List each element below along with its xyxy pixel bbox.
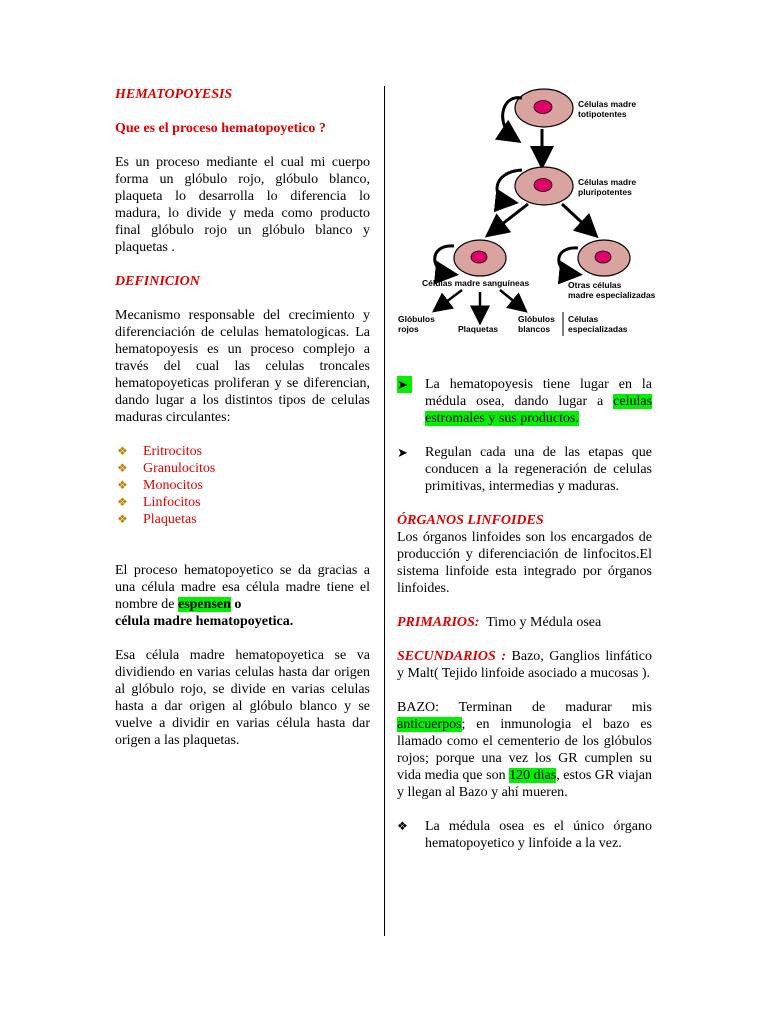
arrow-bullet-icon: ➤ <box>397 445 408 460</box>
highlight-celulas: celulas estromales y sus productos. <box>425 394 653 426</box>
svg-text:rojos: rojos <box>398 324 419 334</box>
left-column <box>115 86 370 749</box>
highlight-120-dias: 120 dias <box>509 768 557 783</box>
down-arrow-icon <box>562 204 592 232</box>
list-item: ❖ Eritrocitos <box>117 444 203 459</box>
question-heading: Que es el proceso hematopoyetico ? <box>115 121 326 136</box>
intro-paragraph: Es un proceso mediante el cual mi cuerpo forma un glóbulo rojo, glóbulo blanco, plaqueta lo desarrolla lo diferencia lo madura, lo divide y meda como producto final glóbulo rojo un glóbulo blanco y plaquetas . <box>115 155 370 255</box>
stem-cell-name: célula madre hematopoyetica. <box>115 614 294 629</box>
secundarios-paragraph: SECUNDARIOS : Bazo, Ganglios linfático y Malt( Tejido linfoide asociado a mucosas ). <box>397 649 653 681</box>
hematopoiesis-diagram <box>392 86 672 348</box>
list-item: ➤ Regulan cada una de las etapas que conducen a la regeneración de celulas primitivas, intermedias y maduras. <box>397 445 652 494</box>
stem-cell-paragraph: El proceso hematopoyetico se da gracias a una célula madre esa célula madre tiene el nombre de espensen o célula madre hematopoyetica. <box>115 563 370 629</box>
svg-text:Otras células: Otras células <box>568 280 622 290</box>
list-item: ❖ Monocitos <box>117 478 203 493</box>
diamond-bullet-icon: ❖ <box>397 819 408 833</box>
diamond-bullet-icon: ❖ <box>117 478 128 492</box>
down-arrow-icon <box>438 290 462 308</box>
main-title: HEMATOPOYESIS <box>115 87 233 102</box>
definicion-heading: DEFINICION <box>115 274 200 289</box>
list-item: ❖ Granulocitos <box>117 461 216 476</box>
diamond-bullet-icon: ❖ <box>117 512 128 526</box>
right-column <box>397 376 652 852</box>
svg-text:madre especializadas: madre especializadas <box>568 290 656 300</box>
highlight-anticuerpos: anticuerpos <box>397 717 462 732</box>
diamond-bullet-icon: ❖ <box>117 495 128 509</box>
svg-text:totipotentes: totipotentes <box>578 109 627 119</box>
svg-text:blancos: blancos <box>518 324 551 334</box>
list-item: ❖ Plaquetas <box>117 512 197 527</box>
arrow-bullet-icon: ➤ <box>397 376 412 393</box>
svg-text:especializadas: especializadas <box>568 324 628 334</box>
self-renew-arrow-icon <box>559 248 578 274</box>
cell-types-list <box>115 443 370 528</box>
diamond-bullet-icon: ❖ <box>117 444 128 458</box>
division-paragraph: Esa célula madre hematopoyetica se va dividiendo en varias celulas hasta dar origen al glóbulo rojo, se divide en varias celulas hasta a dar origen al glóbulo blanco y se vuelve a dividir en varias célula hasta dar origen a las plaquetas. <box>115 648 370 748</box>
self-renew-arrow-icon <box>435 246 454 274</box>
svg-text:pluripotentes: pluripotentes <box>578 187 632 197</box>
svg-text:Células madre sanguíneas: Células madre sanguíneas <box>422 278 530 288</box>
svg-text:Plaquetas: Plaquetas <box>458 324 499 334</box>
svg-text:Células: Células <box>568 314 599 324</box>
list-item: ❖ Linfocitos <box>117 495 201 510</box>
primarios-line: PRIMARIOS: Timo y Médula osea <box>397 615 602 630</box>
svg-text:Células madre: Células madre <box>578 99 637 109</box>
column-divider <box>384 86 385 936</box>
svg-text:Células madre: Células madre <box>578 177 637 187</box>
down-arrow-icon <box>500 290 522 308</box>
organos-paragraph: Los órganos linfoides son los encargados de producción y diferenciación de linfocitos.El sistema linfoide esta integrado por órganos linfoides. <box>397 530 652 596</box>
bazo-paragraph: BAZO: Terminan de madurar mis anticuerpos; en inmunologia el bazo es llamado como el cementerio de los glóbulos rojos; porque una vez los GR cumplen su vida media que son 120 dias, estos GR viajan y llegan al Bazo y ahí mueren. <box>397 700 653 800</box>
highlight-espensen: espensen <box>177 597 231 612</box>
definition-paragraph: Mecanismo responsable del crecimiento y diferenciación de celulas hematologicas. La hematopoyesis es un proceso complejo a través del cual las celulas troncales hematopoyeticas proliferan y se diferencian, dando lugar a los distintos tipos de celulas maduras circulantes: <box>115 308 370 425</box>
svg-text:Glóbulos: Glóbulos <box>518 314 555 324</box>
down-arrow-icon <box>492 204 528 232</box>
organos-heading: ÓRGANOS LINFOIDES <box>397 513 544 528</box>
diamond-bullet-icon: ❖ <box>117 461 128 475</box>
list-item: ➤ La hematopoyesis tiene lugar en la médula osea, dando lugar a celulas estromales y sus productos. <box>397 377 653 426</box>
svg-text:Glóbulos: Glóbulos <box>398 314 435 324</box>
list-item: ❖ La médula osea es el único órgano hematopoyetico y linfoide a la vez. <box>397 819 652 851</box>
